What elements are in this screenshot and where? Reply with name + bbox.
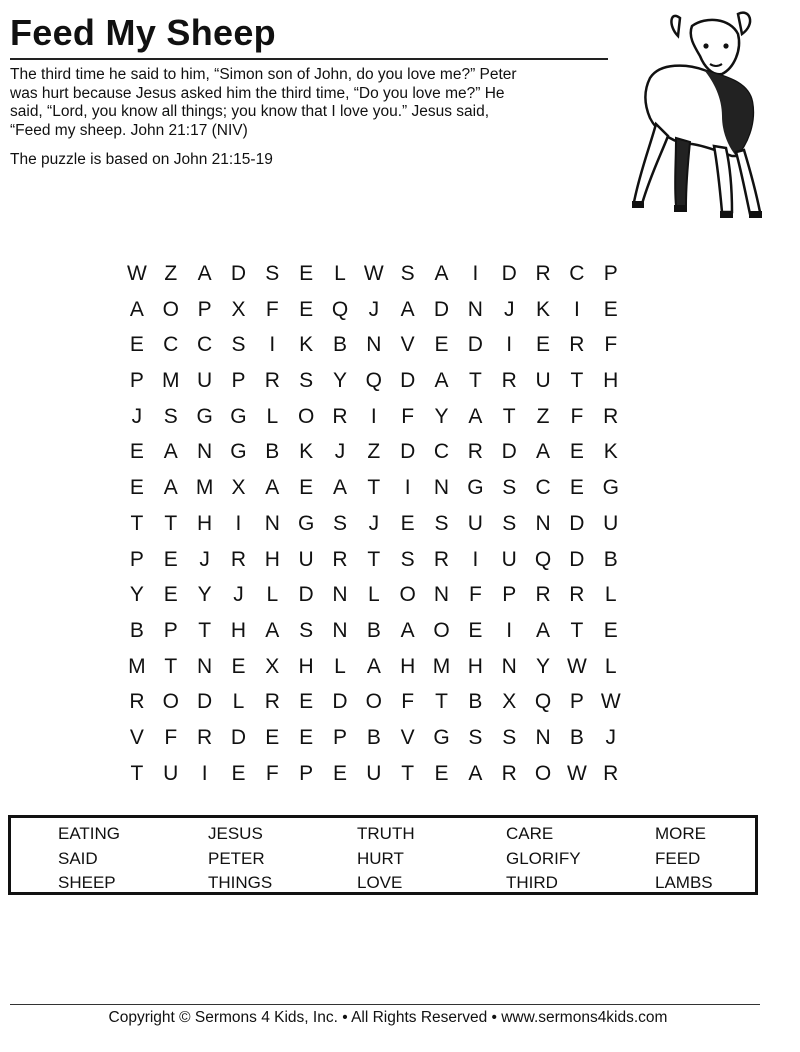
grid-letter: H (230, 618, 247, 642)
grid-letter: M (162, 369, 180, 393)
grid-letter: E (265, 725, 280, 749)
grid-letter: G (196, 404, 213, 428)
grid-letter: Y (332, 369, 347, 393)
grid-letter: L (334, 262, 346, 285)
grid-letter: E (299, 476, 314, 500)
page-title: Feed My Sheep (10, 12, 276, 53)
grid-letter: N (433, 583, 450, 607)
grid-letter: J (503, 297, 515, 321)
grid-letter: H (603, 369, 619, 393)
verse-text (10, 66, 600, 140)
grid-letter: O (162, 690, 179, 714)
grid-letter: O (399, 583, 416, 607)
grid-letter: T (570, 369, 584, 393)
grid-letter: U (163, 761, 179, 785)
grid-letter: S (502, 511, 517, 535)
grid-letter: T (198, 618, 212, 642)
grid-letter: W (600, 690, 621, 714)
grid-letter: W (566, 654, 587, 678)
grid-letter: U (501, 547, 517, 571)
grid-letter: R (603, 761, 619, 785)
grid-letter: R (197, 725, 213, 749)
grid-letter: H (197, 511, 213, 535)
grid-letter: E (603, 297, 618, 321)
word-list-item: MORE (655, 824, 706, 843)
grid-letter: N (467, 297, 483, 321)
grid-letter: U (366, 761, 382, 785)
grid-letter: C (433, 440, 450, 464)
word-column (655, 822, 713, 896)
grid-letter: N (366, 333, 382, 357)
grid-letter: L (367, 583, 380, 607)
grid-letter: F (265, 761, 279, 785)
grid-letter: B (366, 618, 381, 642)
grid-letter: S (400, 262, 415, 285)
grid-letter: X (502, 690, 517, 714)
grid-letter: C (197, 333, 213, 357)
grid-letter: A (400, 618, 415, 642)
grid-letter: T (570, 618, 584, 642)
grid-letter: G (467, 476, 484, 500)
grid-letter: A (434, 262, 449, 285)
grid-letter: S (231, 333, 246, 357)
grid-letter: U (535, 369, 551, 393)
grid-letter: K (536, 297, 551, 321)
grid-letter: N (433, 476, 450, 500)
grid-letter: D (501, 440, 517, 464)
grid-letter: L (232, 690, 245, 714)
grid-letter: E (434, 761, 449, 785)
grid-letter: D (332, 690, 348, 714)
grid-letter: T (435, 690, 448, 714)
grid-letter: E (569, 476, 584, 500)
word-search-grid (120, 256, 628, 791)
grid-letter: M (128, 654, 146, 678)
grid-letter: E (400, 511, 415, 535)
grid-letter: R (569, 583, 585, 607)
grid-letter: E (536, 333, 551, 357)
grid-letter: J (131, 404, 143, 428)
grid-letter: E (129, 476, 144, 500)
grid-letter: A (536, 440, 551, 464)
grid-letter: W (363, 262, 384, 285)
word-list-item: EATING (58, 824, 121, 843)
verse-line: The third time he said to him, “Simon son of John, do you love me?” Peter (10, 66, 517, 83)
grid-letter: P (129, 547, 144, 571)
word-list-item: THINGS (208, 873, 273, 892)
grid-letter: P (129, 369, 144, 393)
grid-letter: J (368, 297, 380, 321)
verse-line: “Feed my sheep. John 21:17 (NIV) (10, 121, 248, 139)
grid-letter: Q (534, 547, 552, 571)
grid-letter: R (332, 404, 348, 428)
grid-letter: O (297, 404, 315, 428)
grid-letter: E (569, 440, 584, 464)
grid-letter: P (603, 262, 618, 285)
grid-letter: R (332, 547, 348, 571)
grid-letter: J (368, 511, 380, 535)
grid-letter: W (127, 262, 147, 285)
word-list-box (8, 815, 758, 895)
grid-letter: U (603, 511, 619, 535)
grid-letter: I (201, 761, 208, 785)
grid-letter: A (366, 654, 381, 678)
footer-divider (10, 1004, 760, 1005)
grid-letter: P (197, 297, 212, 321)
grid-letter: E (231, 761, 246, 785)
grid-letter: M (432, 654, 451, 678)
grid-letter: A (468, 761, 483, 785)
grid-letter: F (604, 333, 618, 357)
grid-letter: D (230, 262, 247, 285)
grid-letter: P (569, 690, 584, 714)
grid-letter: D (197, 690, 213, 714)
grid-letter: H (400, 654, 416, 678)
grid-letter: A (265, 618, 280, 642)
grid-letter: E (299, 297, 314, 321)
grid-letter: T (468, 369, 482, 393)
grid-letter: X (265, 654, 280, 678)
grid-letter: L (266, 583, 279, 607)
grid-letter: E (129, 440, 144, 464)
grid-letter: A (468, 404, 483, 428)
grid-letter: D (501, 262, 517, 285)
grid-letter: B (569, 725, 584, 749)
grid-letter: S (299, 618, 314, 642)
grid-letter: E (129, 333, 144, 357)
grid-letter: S (434, 511, 449, 535)
grid-letter: P (163, 618, 178, 642)
grid-letter: V (400, 725, 415, 749)
grid-letter: R (603, 404, 619, 428)
grid-letter: I (472, 262, 479, 285)
grid-letter: D (569, 547, 585, 571)
grid-letter: A (163, 476, 178, 500)
word-list-item: THIRD (506, 873, 558, 892)
grid-letter: P (231, 369, 246, 393)
grid-letter: F (570, 404, 584, 428)
verse-line: was hurt because Jesus asked him the third time, “Do you love me?” He (10, 84, 505, 102)
grid-letter: G (297, 511, 315, 535)
word-column (208, 822, 272, 896)
grid-letter: R (433, 547, 450, 571)
grid-letter: C (535, 476, 551, 500)
grid-letter: O (162, 297, 179, 321)
grid-letter: J (334, 440, 346, 464)
grid-letter: F (164, 725, 178, 749)
grid-letter: E (603, 618, 618, 642)
grid-letter: Y (434, 404, 449, 428)
grid-letter: M (195, 476, 214, 500)
grid-letter: Q (534, 690, 552, 714)
grid-letter: J (605, 725, 616, 749)
grid-letter: A (434, 369, 449, 393)
grid-letter: T (130, 511, 144, 535)
grid-letter: F (265, 297, 279, 321)
grid-letter: T (164, 511, 178, 535)
grid-letter: V (400, 333, 415, 357)
grid-letter: A (536, 618, 551, 642)
grid-letter: R (501, 761, 517, 785)
grid-letter: E (231, 654, 246, 678)
grid-letter: S (299, 369, 314, 393)
grid-letter: C (163, 333, 179, 357)
grid-letter: I (370, 404, 377, 428)
grid-letter: Z (367, 440, 381, 464)
grid-letter: H (264, 547, 280, 571)
grid-letter: G (602, 476, 619, 500)
grid-letter: Y (197, 583, 212, 607)
grid-letter: L (266, 404, 279, 428)
grid-letter: D (230, 725, 247, 749)
grid-letter: T (401, 761, 415, 785)
grid-letter: D (298, 583, 314, 607)
grid-letter: E (434, 333, 449, 357)
grid-letter: H (467, 654, 483, 678)
grid-letter: T (164, 654, 178, 678)
grid-letter: Z (536, 404, 550, 428)
grid-letter: R (501, 369, 517, 393)
grid-letter: S (265, 262, 280, 285)
grid-letter: Z (164, 262, 178, 285)
grid-letter: L (604, 654, 617, 678)
grid-letter: R (467, 440, 483, 464)
grid-letter: N (197, 440, 213, 464)
grid-letter: O (433, 618, 450, 642)
grid-letter: S (502, 476, 517, 500)
grid-letter: V (129, 725, 144, 749)
grid-letter: E (299, 262, 314, 285)
grid-letter: G (433, 725, 450, 749)
grid-letter: S (163, 404, 178, 428)
grid-letter: G (230, 404, 247, 428)
grid-letter: N (501, 654, 517, 678)
grid-letter: E (332, 761, 347, 785)
grid-letter: A (265, 476, 280, 500)
grid-letter: F (468, 583, 482, 607)
grid-letter: H (298, 654, 314, 678)
grid-letter: P (502, 583, 517, 607)
puzzle-basis: The puzzle is based on John 21:15-19 (10, 151, 273, 168)
grid-letter: N (332, 618, 348, 642)
verse-line: said, “Lord, you know all things; you know that I love you.” Jesus said, (10, 103, 490, 121)
grid-letter: L (334, 654, 346, 678)
grid-letter: E (299, 725, 314, 749)
grid-letter: U (298, 547, 314, 571)
grid-letter: C (569, 262, 585, 285)
grid-letter: D (400, 440, 416, 464)
title-divider (10, 58, 608, 60)
word-list-item: CARE (506, 824, 554, 843)
grid-letter: N (535, 511, 551, 535)
word-list-item: GLORIFY (506, 848, 581, 868)
grid-letter: I (269, 333, 276, 357)
word-column (506, 822, 581, 896)
grid-letter: B (603, 547, 618, 571)
grid-letter: A (332, 476, 347, 500)
grid-letter: D (467, 333, 483, 357)
grid-letter: B (129, 618, 144, 642)
grid-letter: U (467, 511, 483, 535)
grid-letter: I (472, 547, 479, 571)
word-list-item: SAID (58, 848, 98, 868)
grid-letter: S (468, 725, 483, 749)
grid-letter: G (230, 440, 247, 464)
grid-letter: N (535, 725, 551, 749)
grid-letter: I (506, 333, 513, 357)
grid-letter: X (231, 297, 246, 321)
grid-letter: N (332, 583, 348, 607)
word-list-item: LOVE (357, 873, 403, 892)
grid-letter: A (197, 262, 212, 285)
grid-letter: B (265, 440, 280, 464)
grid-letter: W (566, 761, 587, 785)
grid-letter: X (231, 476, 246, 500)
grid-letter: A (400, 297, 415, 321)
grid-letter: S (332, 511, 347, 535)
grid-letter: S (502, 725, 517, 749)
word-column (357, 822, 415, 896)
grid-letter: R (230, 547, 247, 571)
lamb-illustration (610, 6, 770, 224)
grid-letter: N (264, 511, 280, 535)
grid-letter: T (130, 761, 144, 785)
grid-letter: I (404, 476, 411, 500)
grid-letter: F (401, 404, 415, 428)
grid-letter: R (569, 333, 585, 357)
grid-letter: K (299, 333, 314, 357)
word-list-item: LAMBS (655, 873, 713, 892)
grid-letter: T (367, 476, 381, 500)
word-list-item: FEED (655, 848, 701, 868)
word-list-item: TRUTH (357, 824, 415, 843)
grid-letter: T (367, 547, 381, 571)
grid-letter: T (502, 404, 516, 428)
grid-letter: A (163, 440, 178, 464)
grid-letter: E (299, 690, 314, 714)
grid-letter: I (506, 618, 513, 642)
grid-letter: U (197, 369, 213, 393)
grid-letter: E (468, 618, 483, 642)
grid-letter: L (604, 583, 617, 607)
grid-letter: S (400, 547, 415, 571)
grid-letter: B (332, 333, 347, 357)
grid-letter: F (401, 690, 415, 714)
grid-letter: N (197, 654, 213, 678)
grid-letter: I (573, 297, 580, 321)
grid-letter: E (163, 547, 178, 571)
grid-letter: E (163, 583, 178, 607)
grid-letter: D (433, 297, 450, 321)
grid-letter: P (299, 761, 314, 785)
grid-letter: I (235, 511, 242, 535)
grid-letter: D (569, 511, 585, 535)
grid-letter: R (264, 369, 280, 393)
grid-letter: Q (365, 369, 382, 393)
grid-letter: A (129, 297, 144, 321)
grid-letter: Y (129, 583, 144, 607)
grid-letter: R (535, 262, 551, 285)
grid-letter: J (233, 583, 244, 607)
grid-letter: B (366, 725, 381, 749)
grid-letter: Y (536, 654, 551, 678)
word-list-item: SHEEP (58, 873, 116, 892)
grid-letter: R (264, 690, 280, 714)
grid-letter: K (299, 440, 314, 464)
grid-letter: O (534, 761, 552, 785)
grid-letter: J (199, 547, 210, 571)
grid-letter: R (535, 583, 551, 607)
grid-letter: R (129, 690, 145, 714)
word-column (58, 822, 120, 896)
word-list-item: PETER (208, 848, 265, 868)
word-list-item: JESUS (208, 824, 263, 843)
grid-letter: B (468, 690, 483, 714)
grid-letter: O (365, 690, 382, 714)
copyright-footer: Copyright © Sermons 4 Kids, Inc. • All Rights Reserved • www.sermons4kids.com (108, 1009, 668, 1026)
grid-letter: D (400, 369, 416, 393)
word-list-item: HURT (357, 848, 404, 868)
grid-letter: K (603, 440, 618, 464)
grid-letter: Q (331, 297, 349, 321)
grid-letter: P (332, 725, 347, 749)
